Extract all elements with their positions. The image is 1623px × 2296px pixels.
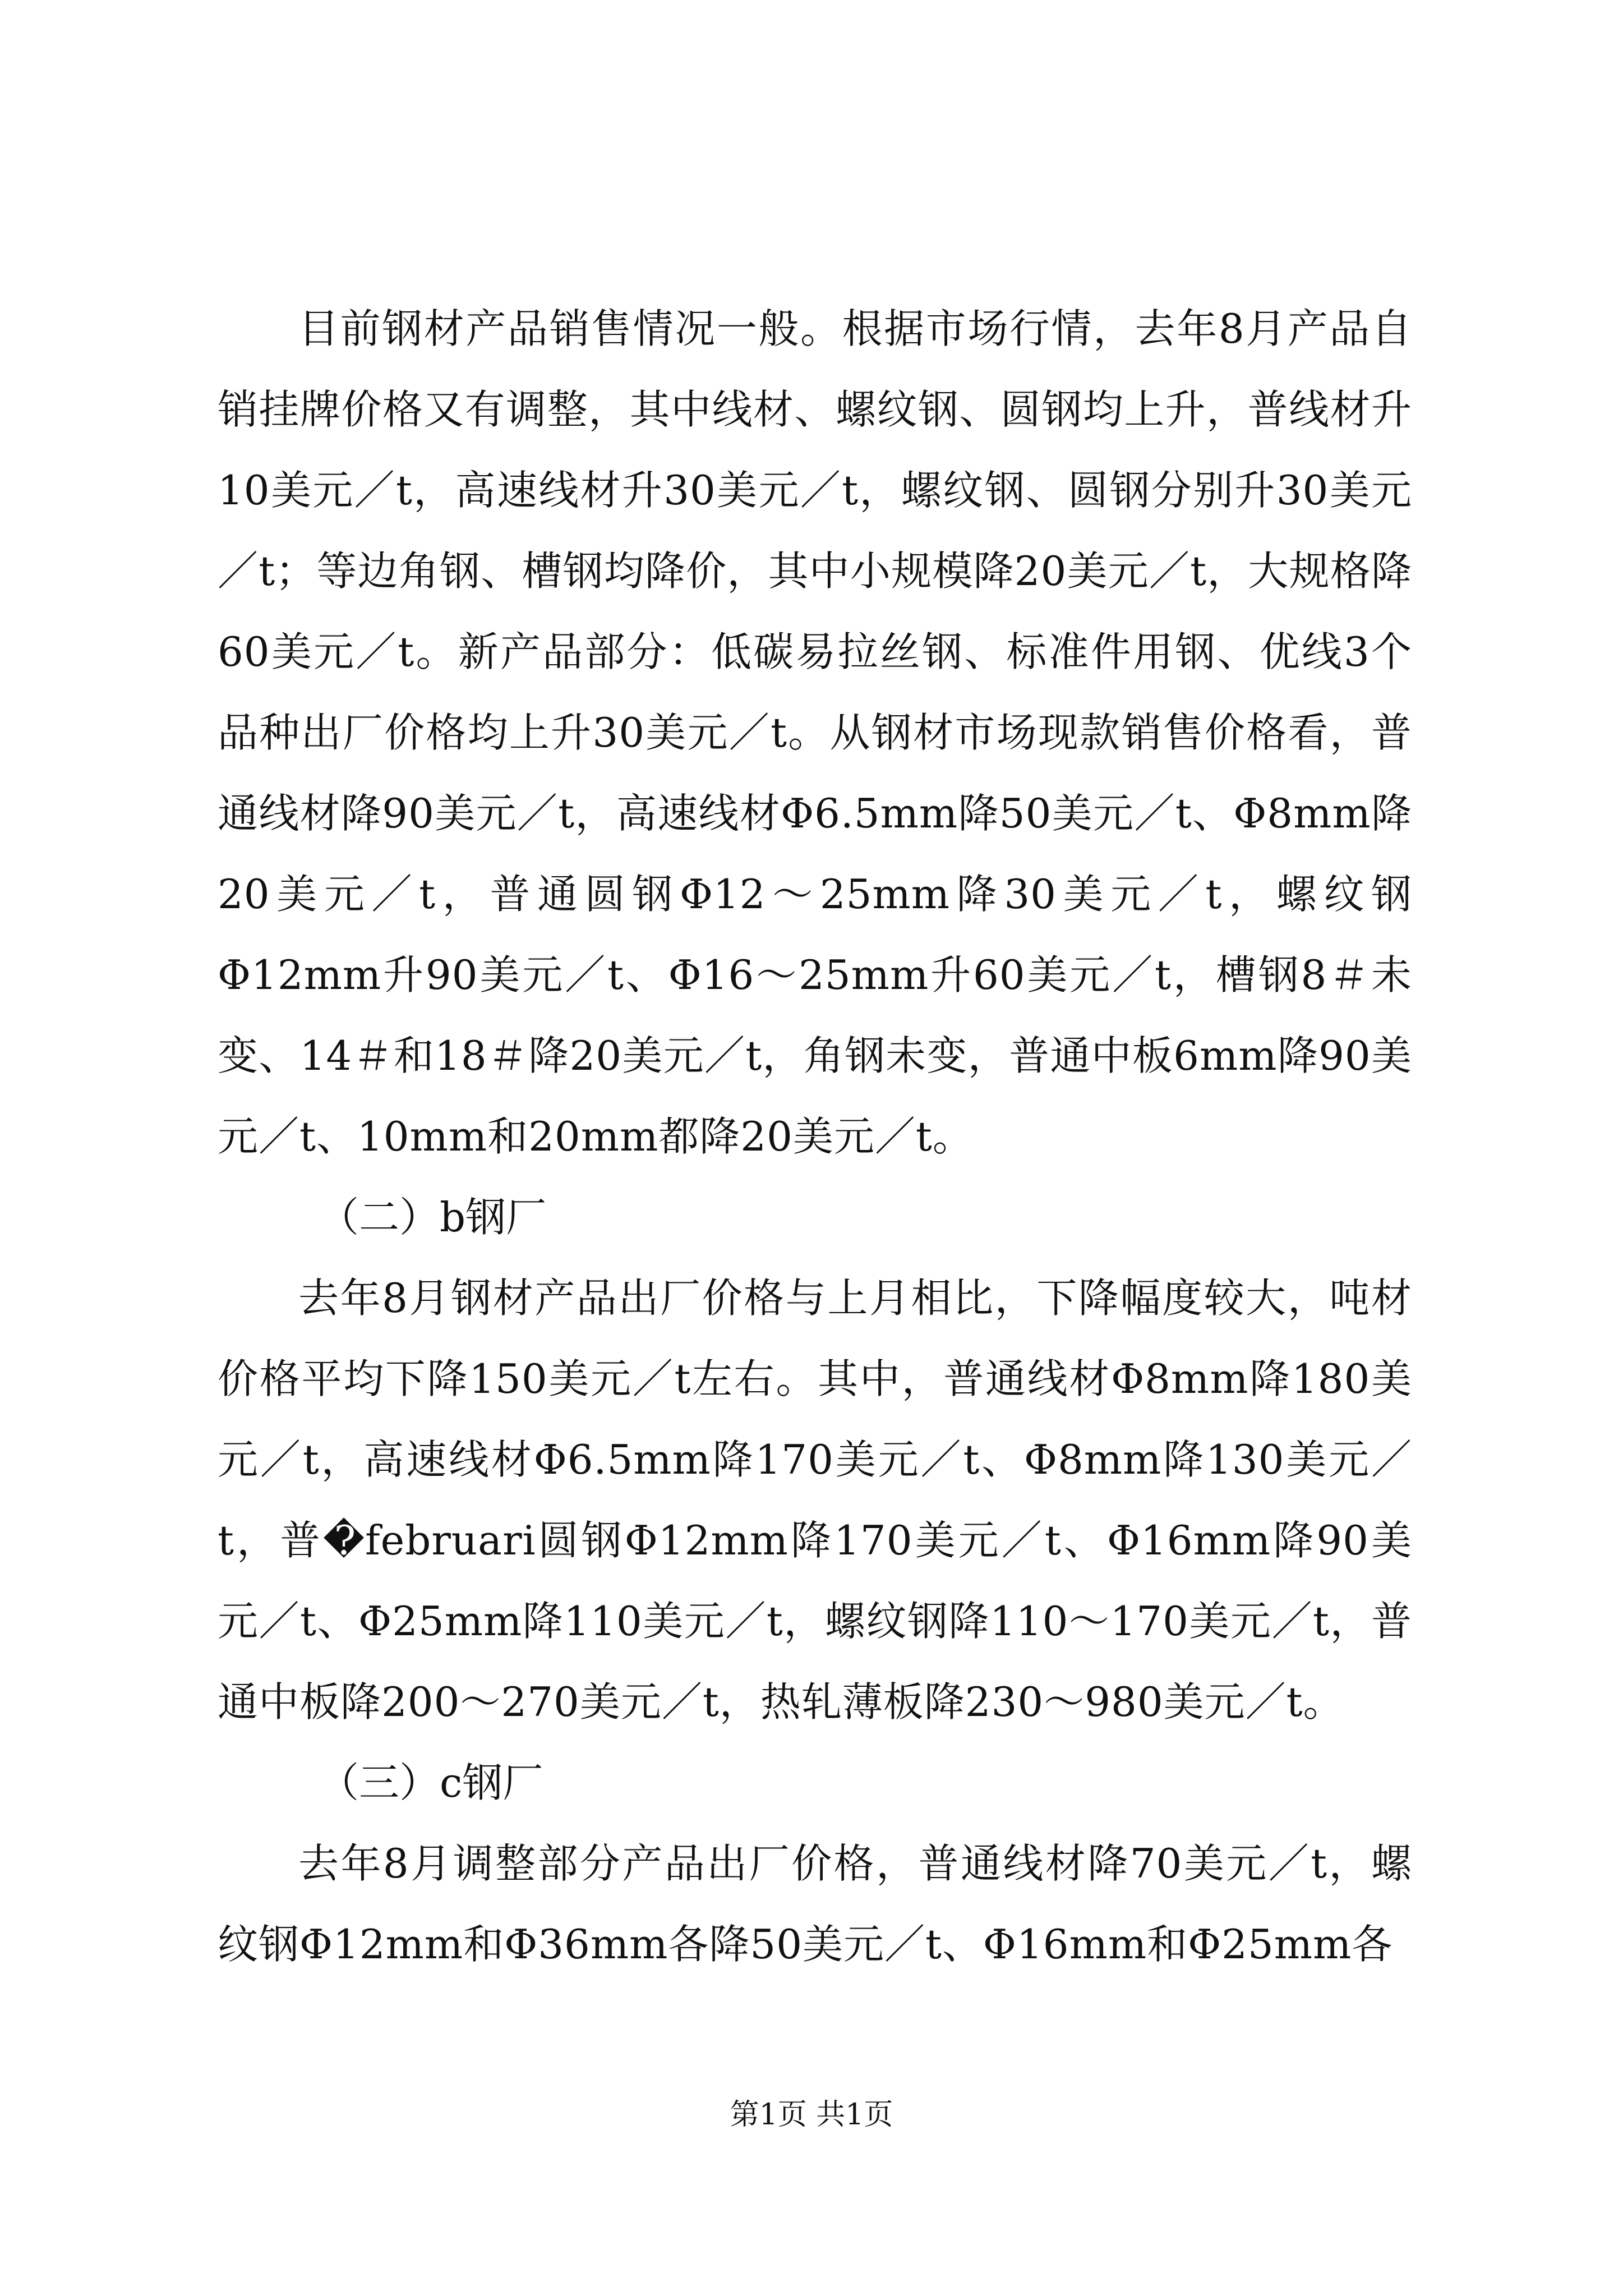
section-heading-b-steel-plant: （二）b钢厂 xyxy=(319,1194,547,1241)
page-footer: 第1页 共1页 xyxy=(730,2098,893,2132)
paragraph-steel-sales: 目前钢材产品销售情况一般。根据市场行情，去年8月产品自销挂牌价格又有调整，其中线材、螺纹钢、圆钢均上升，普线材升10美元／t，高速线材升30美元／t，螺纹钢、圆钢分别升30美元／t；等边角钢、槽钢均降价，其中小规模降20美元／t，大规格降60美元／t。新产品部分：低碳易拉丝钢、标准件用钢、优线3个品种出厂价格均上升30美元／t。从钢材市场现款销售价格看，普通线材降90美元／t，高速线材Φ6.5mm降50美元／t、Φ8mm降20美元／t，普通圆钢Φ12～25mm降30美元／t，螺纹钢Φ12mm升90美元／t、Φ16～25mm升60美元／t，槽钢8＃未变、14＃和18＃降20美元／t，角钢未变，普通中板6mm降90美元／t、10mm和20mm都降20美元／t。 xyxy=(218,305,1412,1160)
section-heading-c-steel-plant: （三）c钢厂 xyxy=(319,1759,543,1806)
paragraph-b-steel-plant: 去年8月钢材产品出厂价格与上月相比，下降幅度较大，吨材价格平均下降150美元／t左右。其中，普通线材Φ8mm降180美元／t，高速线材Φ6.5mm降170美元／t、Φ8mm降130美元／t，普�februari圆钢Φ12mm降170美元／t、Φ16mm降90美元／t、Φ25mm降110美元／t，螺纹钢降110～170美元／t，普通中板降200～270美元／t，热轧薄板降230～980美元／t。 xyxy=(218,1274,1412,1726)
paragraph-c-steel-plant: 去年8月调整部分产品出厂价格，普通线材降70美元／t，螺纹钢Φ12mm和Φ36mm各降50美元／t、Φ16mm和Φ25mm各 xyxy=(218,1840,1412,1968)
document-body xyxy=(218,288,1412,1985)
